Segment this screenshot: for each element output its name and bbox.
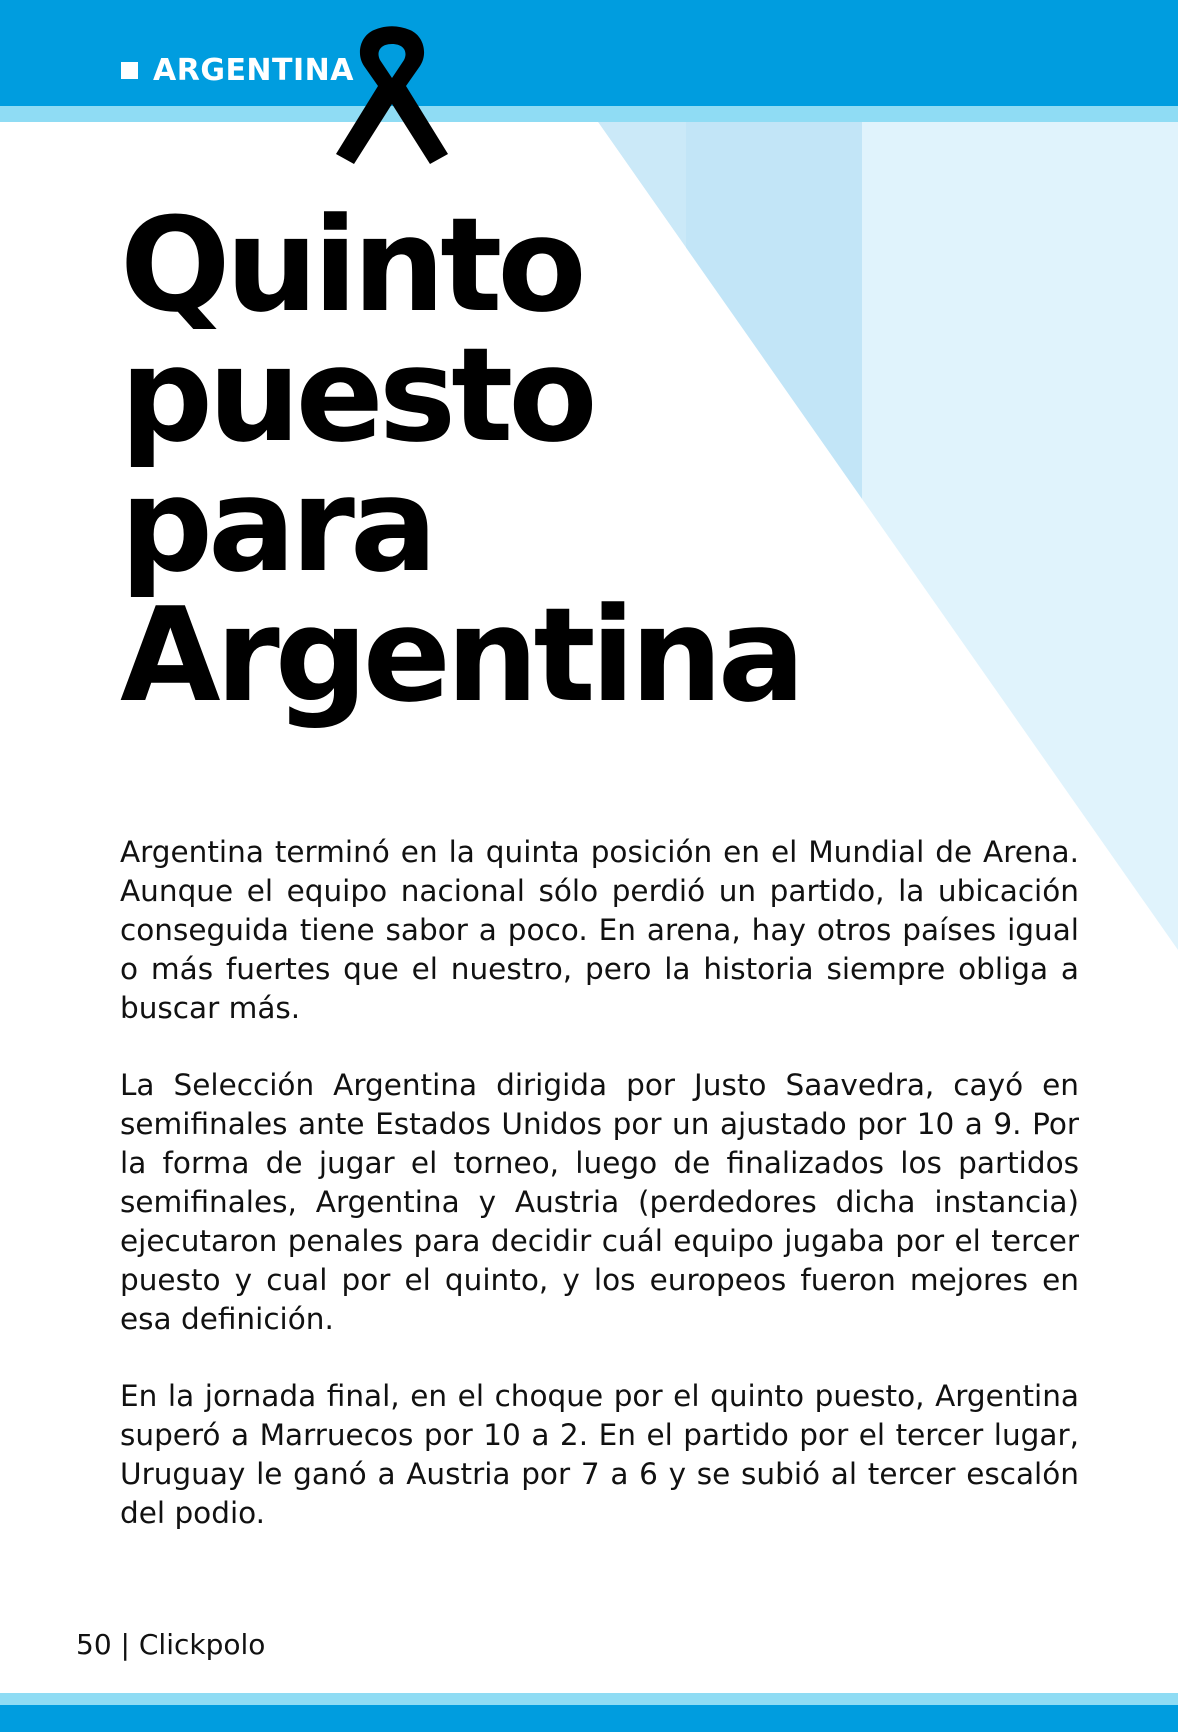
header-stripe bbox=[0, 106, 1178, 122]
paragraph: La Selección Argentina dirigida por Justo Saavedra, cayó en semifinales ante Estados Unidos por un ajustado por 10 a 9. Por la forma de jugar el torneo, luego de finalizados los partidos semifinales, Argentina y Austria (perdedores dicha instancia) ejecutaron penales para decidir cuál equipo jugaba por el tercer puesto y cual por el quinto, y los europeos fueron mejores en esa definición. bbox=[120, 1068, 1079, 1336]
section-tag bbox=[121, 48, 354, 92]
mourning-ribbon-icon bbox=[334, 26, 450, 164]
title-line: Quinto bbox=[120, 189, 582, 341]
title-line: puesto bbox=[120, 319, 593, 471]
paragraph: Argentina terminó en la quinta posición en el Mundial de Arena. Aunque el equipo nacional sólo perdió un partido, la ubicación conseguida tiene sabor a poco. En arena, hay otros países igual o más fuertes que el nuestro, pero la historia siempre obliga a buscar más. bbox=[120, 835, 1079, 1025]
paragraph: En la jornada final, en el choque por el quinto puesto, Argentina superó a Marruecos por 10 a 2. En el partido por el tercer lugar, Uruguay le ganó a Austria por 7 a 6 y se subió al tercer escalón del podio. bbox=[120, 1379, 1079, 1530]
footer-stripe bbox=[0, 1693, 1178, 1705]
section-label: ARGENTINA bbox=[153, 52, 354, 88]
article-title bbox=[120, 189, 801, 731]
title-line: Argentina bbox=[120, 579, 801, 731]
title-line: para bbox=[120, 449, 433, 601]
section-square-icon bbox=[121, 62, 138, 79]
article-body bbox=[120, 833, 1079, 1571]
page-footer: 50 | Clickpolo bbox=[76, 1628, 266, 1661]
footer-bar bbox=[0, 1705, 1178, 1732]
